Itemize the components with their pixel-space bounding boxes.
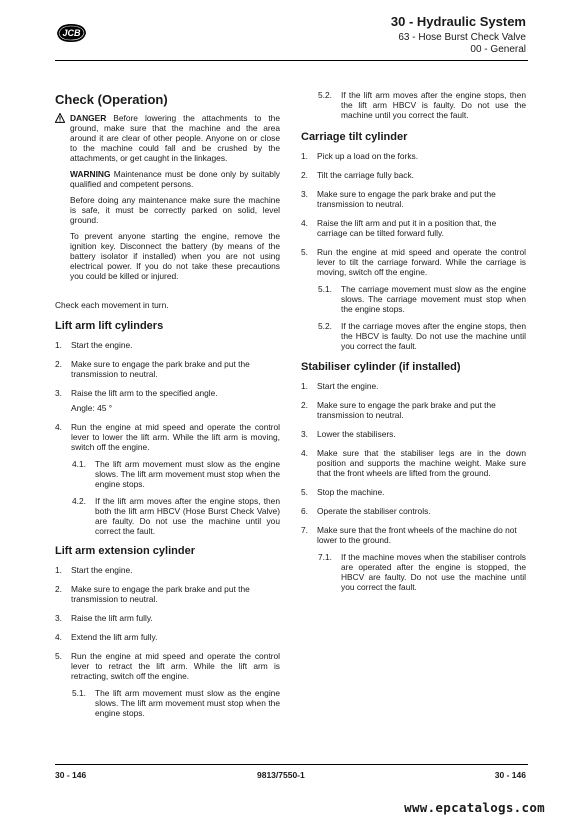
- list-item: [301, 151, 526, 161]
- list-item: [301, 218, 526, 238]
- footer-doc-number: 9813/7550-1: [257, 770, 305, 780]
- safety-paragraph-1: [55, 195, 280, 225]
- danger-notice: [55, 113, 280, 163]
- list-item: [55, 688, 280, 718]
- warning-text: Maintenance must be done only by suitably qualified and competent persons.: [70, 169, 280, 189]
- list-item: [55, 388, 280, 413]
- list-item: [301, 284, 526, 314]
- list-item: [55, 340, 280, 350]
- step-text: If the lift arm moves after the engine stops, then both the lift arm HBCV (Hose Burst Check Valve) are faulty. Do not use the machine until you correct the fault.: [95, 496, 280, 536]
- step-text: The lift arm movement must slow as the engine slows. The lift arm movement must stop when the engine stops.: [95, 688, 280, 718]
- footer-rule: [55, 764, 528, 765]
- footer-page-right: 30 - 146: [494, 770, 526, 780]
- left-column: [55, 86, 280, 718]
- danger-text: Before lowering the attachments to the ground, make sure that the machine and the area around it are clear of other people. Anyone on or close to the machine could fall and be crushed by the attachments, or get caught in the linkages.: [70, 113, 280, 163]
- step-number: 7.: [301, 525, 308, 535]
- step-number: 2.: [55, 584, 62, 594]
- warning-triangle-icon: [55, 113, 65, 123]
- danger-label: DANGER: [70, 113, 107, 123]
- angle-value: Angle: 45 °: [71, 403, 113, 413]
- step-text: The lift arm movement must slow as the engine slows. The lift arm movement must stop when the engine stops.: [95, 459, 280, 489]
- step-number: 5.: [55, 651, 62, 661]
- list-item: [301, 525, 526, 545]
- step-text: Start the engine.: [71, 340, 133, 350]
- step-text: Start the engine.: [71, 565, 133, 575]
- step-number: 2.: [301, 400, 308, 410]
- list-item: [301, 381, 526, 391]
- step-text: The carriage movement must slow as the engine slows. The carriage movement must stop when the engine stops.: [341, 284, 526, 314]
- step-number: 4.: [301, 218, 308, 228]
- step-text: Make sure to engage the park brake and put the transmission to neutral.: [71, 584, 250, 604]
- step-text: If the machine moves when the stabiliser controls are operated after the engine is stopped, the HBCV are faulty. Do not use the machine until you correct the fault.: [341, 552, 526, 592]
- step-text: Raise the lift arm fully.: [71, 613, 153, 623]
- safety-text-2: To prevent anyone starting the engine, remove the ignition key. Disconnect the battery (by means of the battery isolator if installed) when you are not using electrical power. If you do not take these precautions you could be killed or injured.: [70, 231, 280, 281]
- list-item: [301, 487, 526, 497]
- list-item: [55, 613, 280, 623]
- watermark-url: www.epcatalogs.com: [404, 800, 545, 815]
- step-text: Run the engine at mid speed and operate the control lever to lower the lift arm. While the lift arm is moving, switch off the engine.: [71, 422, 280, 452]
- step-text: Extend the lift arm fully.: [71, 632, 158, 642]
- step-text: Run the engine at mid speed and operate the control lever to retract the lift arm. While the lift arm is retracting, switch off the engine.: [71, 651, 280, 681]
- extension-heading: Lift arm extension cylinder: [55, 545, 195, 557]
- jcb-logo: [55, 22, 88, 44]
- step-text: If the carriage moves after the engine stops, then the HBCV is faulty. Do not use the machine until you correct the fault.: [341, 321, 526, 351]
- list-item: [55, 422, 280, 452]
- right-column: [301, 90, 526, 592]
- step-text: Stop the machine.: [317, 487, 385, 497]
- step-number: 5.2.: [318, 90, 332, 100]
- list-item: [55, 651, 280, 681]
- step-number: 5.: [301, 487, 308, 497]
- list-item: [301, 400, 526, 420]
- list-item: [301, 247, 526, 277]
- step-text: Lower the stabilisers.: [317, 429, 396, 439]
- page-heading: Check (Operation): [55, 92, 168, 107]
- step-number: 4.: [55, 422, 62, 432]
- list-item: [301, 321, 526, 351]
- list-item: [55, 459, 280, 489]
- step-text: Operate the stabiliser controls.: [317, 506, 431, 516]
- list-item: [301, 429, 526, 439]
- step-text: Pick up a load on the forks.: [317, 151, 419, 161]
- list-item: [301, 552, 526, 592]
- chapter-title: 30 - Hydraulic System: [390, 14, 526, 29]
- step-number: 2.: [55, 359, 62, 369]
- step-text: Tilt the carriage fully back.: [317, 170, 414, 180]
- safety-paragraph-2: [55, 231, 280, 281]
- warning-label: WARNING: [70, 169, 111, 179]
- list-item: [301, 189, 526, 209]
- list-item: [301, 506, 526, 516]
- step-number: 5.: [301, 247, 308, 257]
- step-number: 4.1.: [72, 459, 86, 469]
- step-number: 3.: [301, 429, 308, 439]
- intro-text: Check each movement in turn.: [55, 300, 169, 310]
- step-text: Make sure to engage the park brake and put the transmission to neutral.: [317, 189, 496, 209]
- list-item: [301, 170, 526, 180]
- list-item: [55, 584, 280, 604]
- step-text: Make sure to engage the park brake and put the transmission to neutral.: [317, 400, 496, 420]
- stabiliser-heading: Stabiliser cylinder (if installed): [301, 361, 461, 373]
- list-item: [55, 565, 280, 575]
- safety-text-1: Before doing any maintenance make sure the machine is safe, it must be correctly parked on solid, level ground.: [70, 195, 280, 225]
- step-text: Run the engine at mid speed and operate the control lever to tilt the carriage forward. While the carriage is moving, switch off the engine.: [317, 247, 526, 277]
- list-item: [55, 359, 280, 379]
- step-number: 4.: [55, 632, 62, 642]
- logo-text: JCB: [62, 28, 81, 38]
- step-text: Make sure that the front wheels of the machine do not lower to the ground.: [317, 525, 517, 545]
- step-number: 5.1.: [318, 284, 332, 294]
- step-number: 2.: [301, 170, 308, 180]
- step-number: 1.: [301, 151, 308, 161]
- step-text: Make sure to engage the park brake and put the transmission to neutral.: [71, 359, 250, 379]
- step-number: 5.1.: [72, 688, 86, 698]
- step-number: 7.1.: [318, 552, 332, 562]
- step-number: 6.: [301, 506, 308, 516]
- step-number: 1.: [301, 381, 308, 391]
- step-number: 4.2.: [72, 496, 86, 506]
- step-number: 1.: [55, 565, 62, 575]
- list-item: [55, 496, 280, 536]
- step-number: 4.: [301, 448, 308, 458]
- subsection-title: 00 - General: [470, 44, 526, 55]
- step-text: Raise the lift arm to the specified angle.: [71, 388, 218, 398]
- step-number: 3.: [301, 189, 308, 199]
- step-number: 3.: [55, 613, 62, 623]
- footer-page-left: 30 - 146: [55, 770, 87, 780]
- section-title: 63 - Hose Burst Check Valve: [398, 32, 526, 43]
- step-number: 3.: [55, 388, 62, 398]
- step-text: If the lift arm moves after the engine stops, then the lift arm HBCV is faulty. Do not use the machine until you correct the fault.: [341, 90, 526, 120]
- step-text: Raise the lift arm and put it in a position that, the carriage can be tilted forward fully.: [317, 218, 497, 238]
- step-number: 1.: [55, 340, 62, 350]
- step-number: 5.2.: [318, 321, 332, 331]
- step-text: Start the engine.: [317, 381, 379, 391]
- lift-heading: Lift arm lift cylinders: [55, 320, 164, 332]
- warning-notice: [55, 169, 280, 189]
- list-item: [301, 448, 526, 478]
- tilt-heading: Carriage tilt cylinder: [301, 131, 408, 143]
- list-item: [301, 90, 526, 120]
- list-item: [55, 632, 280, 642]
- step-text: Make sure that the stabiliser legs are in the down position and supports the machine weight. Make sure that the front wheels are lifted from the ground.: [317, 448, 526, 478]
- header-rule: [55, 60, 528, 61]
